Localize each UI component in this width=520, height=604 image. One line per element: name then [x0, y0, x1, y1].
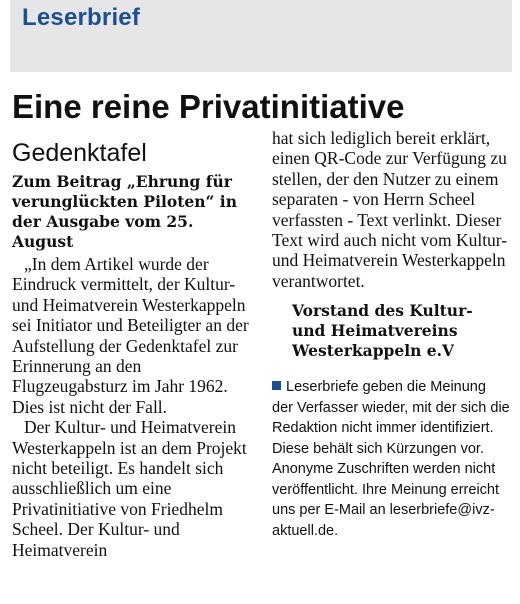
- section-label: Leserbrief: [22, 4, 141, 31]
- article-paragraph-2: Der Kultur- und Heimatverein Westerkappeln ist an dem Projekt nicht beteiligt. Es handelt sich ausschließlich um eine Privatinitiative von Friedhelm Scheel. Der Kultur- und Heimatverein: [12, 417, 247, 560]
- article-headline: Eine reine Privatinitiative: [12, 88, 405, 125]
- article-paragraph-3: hat sich lediglich bereit erklärt, einen QR-Code zur Verfügung zu stellen, der den Nutzer zu einem separaten - von Herrn Scheel verfassten - Text verlinkt. Dieser Text wird auch nicht vom Kultur- und Heimatverein Westerkappeln verantwortet.: [272, 128, 508, 291]
- article-reference: Zum Beitrag „Ehrung für verunglückten Piloten“ in der Ausgabe vom 25. August: [12, 172, 237, 251]
- article-column-left: [12, 136, 252, 560]
- article-paragraph-1: „In dem Artikel wurde der Eindruck vermittelt, der Kultur- und Heimatverein Westerkappeln sei Initiator und Beteiligter an der Aufstellung der Gedenktafel zur Erinnerung an den Flugzeugabsturz im Jahr 1962. Dies ist nicht der Fall.: [12, 254, 249, 417]
- letter-signature: Vorstand des Kultur- und Heimatvereins Westerkappeln e.V: [292, 301, 473, 361]
- reader-letter-notice: [272, 377, 510, 541]
- notice-text: Leserbriefe geben die Meinung der Verfasser wieder, mit der sich die Redaktion nicht immer identifiziert. Diese behält sich Kürzungen vor. Anonyme Zuschriften werden nicht veröffentlicht. Ihre Meinung erreicht uns per E-Mail an: [272, 379, 510, 519]
- article-subheadline: Gedenktafel: [12, 139, 147, 167]
- bullet-square-icon: [272, 381, 281, 390]
- notice-end: .: [334, 522, 339, 539]
- email-link[interactable]: leserbriefe@ivz-aktuell.de: [272, 502, 495, 539]
- section-header: [10, 0, 512, 72]
- article-column-right: [272, 128, 510, 541]
